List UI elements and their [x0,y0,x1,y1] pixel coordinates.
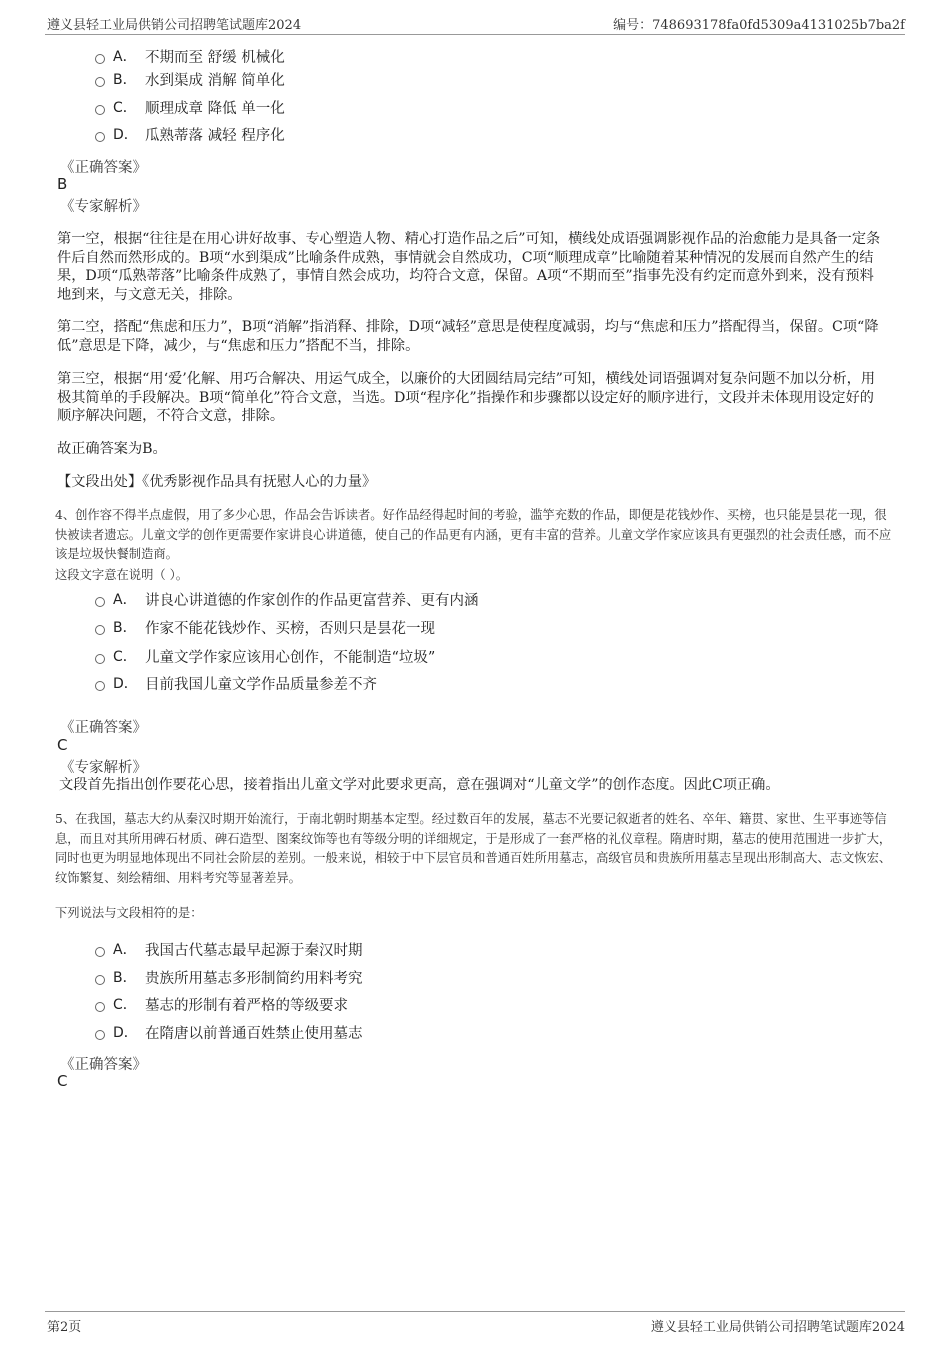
radio-icon[interactable] [95,654,105,664]
radio-icon[interactable] [95,1002,105,1012]
radio-icon[interactable] [95,681,105,691]
radio-icon[interactable] [95,947,105,957]
q4-option-d[interactable]: D． 目前我国儿童文学作品质量参差不齐 [95,673,377,693]
q4-option-a[interactable]: A． 讲良心讲道德的作家创作的作品更富营养、更有内涵 [95,589,479,609]
header-title: 遵义县轻工业局供销公司招聘笔试题库2024 [47,18,302,33]
header-code: 编号：748693178fa0fd5309a4131025b7ba2f [613,18,905,33]
q4-answer-label: 《正确答案》 [60,720,147,736]
q4-analysis-label: 《专家解析》 [60,760,147,776]
q3-conclusion: 故正确答案为B。 [57,441,167,457]
q5-option-b[interactable]: B． 贵族所用墓志多形制简约用料考究 [95,967,363,987]
q5-stem: 5、在我国，墓志大约从秦汉时期开始流行，于南北朝时期基本定型。经过数百年的发展，墓志不光要记叙逝者的姓名、卒年、籍贯、家世、生平事迹等信息，而且对其所用碑石材质、碑石造型、图案纹饰等也有等级分明的详细规定，于是形成了一套严格的礼仪章程。隋唐时期，墓志的使用范围进一步扩大，同时也更为明显地体现出不同社会阶层的差别。一般来说，相较于中下层官员和普通百姓所用墓志，高级官员和贵族所用墓志呈现出形制高大、志文恢宏、纹饰繁复、刻绘精细、用料考究等显著差异。 [55,812,892,885]
q3-option-d[interactable]: D． 瓜熟蒂落 减轻 程序化 [95,124,285,144]
q5-question: 下列说法与文段相符的是： [55,906,203,920]
q5-option-d[interactable]: D． 在隋唐以前普通百姓禁止使用墓志 [95,1022,363,1042]
q3-analysis-3: 第三空，根据“用‘爱’化解、用巧合解决、用运气成全，以廉价的大团圆结局完结”可知，横线处词语强调对复杂问题不加以分析，用极其简单的手段解决。B项“简单化”符合文意，当选。D项“程序化”指操作和步骤都以设定好的顺序进行，文段并未体现用设定好的顺序解决问题，不符合文意，排除。 [57,371,876,424]
q5-answer: C [57,1072,68,1090]
radio-icon[interactable] [95,132,105,142]
radio-icon[interactable] [95,625,105,635]
q3-option-c[interactable]: C． 顺理成章 降低 单一化 [95,97,285,117]
q3-analysis-2: 第二空，搭配“焦虑和压力”，B项“消解”指消释、排除，D项“减轻”意思是使程度减弱，均与“焦虑和压力”搭配得当，保留。C项“降低”意思是下降，减少，与“焦虑和压力”搭配不当，排除。 [57,319,879,354]
radio-icon[interactable] [95,975,105,985]
page-number: 第2页 [47,1320,82,1335]
q3-source: 【文段出处】《优秀影视作品具有抚慰人心的力量》 [57,474,377,490]
q4-stem: 4、创作容不得半点虚假，用了多少心思，作品会告诉读者。好作品经得起时间的考验，滥竽充数的作品，即便是花钱炒作、买榜，也只能是昙花一现，很快被读者遗忘。儿童文学的创作更需要作家讲良心讲道德，使自己的作品更有内涵，更有丰富的营养。儿童文学作家应该具有更强烈的社会责任感，而不应该是垃圾快餐制造商。 [55,508,892,561]
radio-icon[interactable] [95,597,105,607]
q4-analysis: 文段首先指出创作要花心思，接着指出儿童文学对此要求更高，意在强调对“儿童文学”的创作态度。因此C项正确。 [59,777,780,793]
radio-icon[interactable] [95,77,105,87]
radio-icon[interactable] [95,105,105,115]
q3-answer-label: 《正确答案》 [60,160,147,176]
q3-analysis-1: 第一空，根据“往往是在用心讲好故事、专心塑造人物、精心打造作品之后”可知，横线处成语强调影视作品的治愈能力是具备一定条件后自然而然形成的。B项“水到渠成”比喻条件成熟，事情就会自然成功，C项“顺理成章”比喻随着某种情况的发展而自然产生的结果，D项“瓜熟蒂落”比喻条件成熟了，事情自然会成功，均符合文意，保留。A项“不期而至”指事先没有约定而意外到来，没有预料地到来，与文意无关，排除。 [57,231,881,303]
q5-answer-label: 《正确答案》 [60,1057,147,1073]
footer-title: 遵义县轻工业局供销公司招聘笔试题库2024 [650,1320,905,1335]
q3-analysis-label: 《专家解析》 [60,199,147,215]
q4-question: 这段文字意在说明（ ）。 [55,568,189,582]
q4-answer: C [57,736,68,754]
q4-option-c[interactable]: C． 儿童文学作家应该用心创作，不能制造“垃圾” [95,646,435,666]
page-header [45,14,905,35]
q5-option-c[interactable]: C． 墓志的形制有着严格的等级要求 [95,994,348,1014]
radio-icon[interactable] [95,54,105,64]
q3-option-b[interactable]: B． 水到渠成 消解 简单化 [95,69,285,89]
q5-option-a[interactable]: A． 我国古代墓志最早起源于秦汉时期 [95,939,363,959]
q3-option-a[interactable]: A． 不期而至 舒缓 机械化 [95,46,285,66]
page-footer [45,1311,905,1335]
q4-option-b[interactable]: B． 作家不能花钱炒作、买榜，否则只是昙花一现 [95,617,435,637]
q3-answer: B [57,175,68,193]
radio-icon[interactable] [95,1030,105,1040]
